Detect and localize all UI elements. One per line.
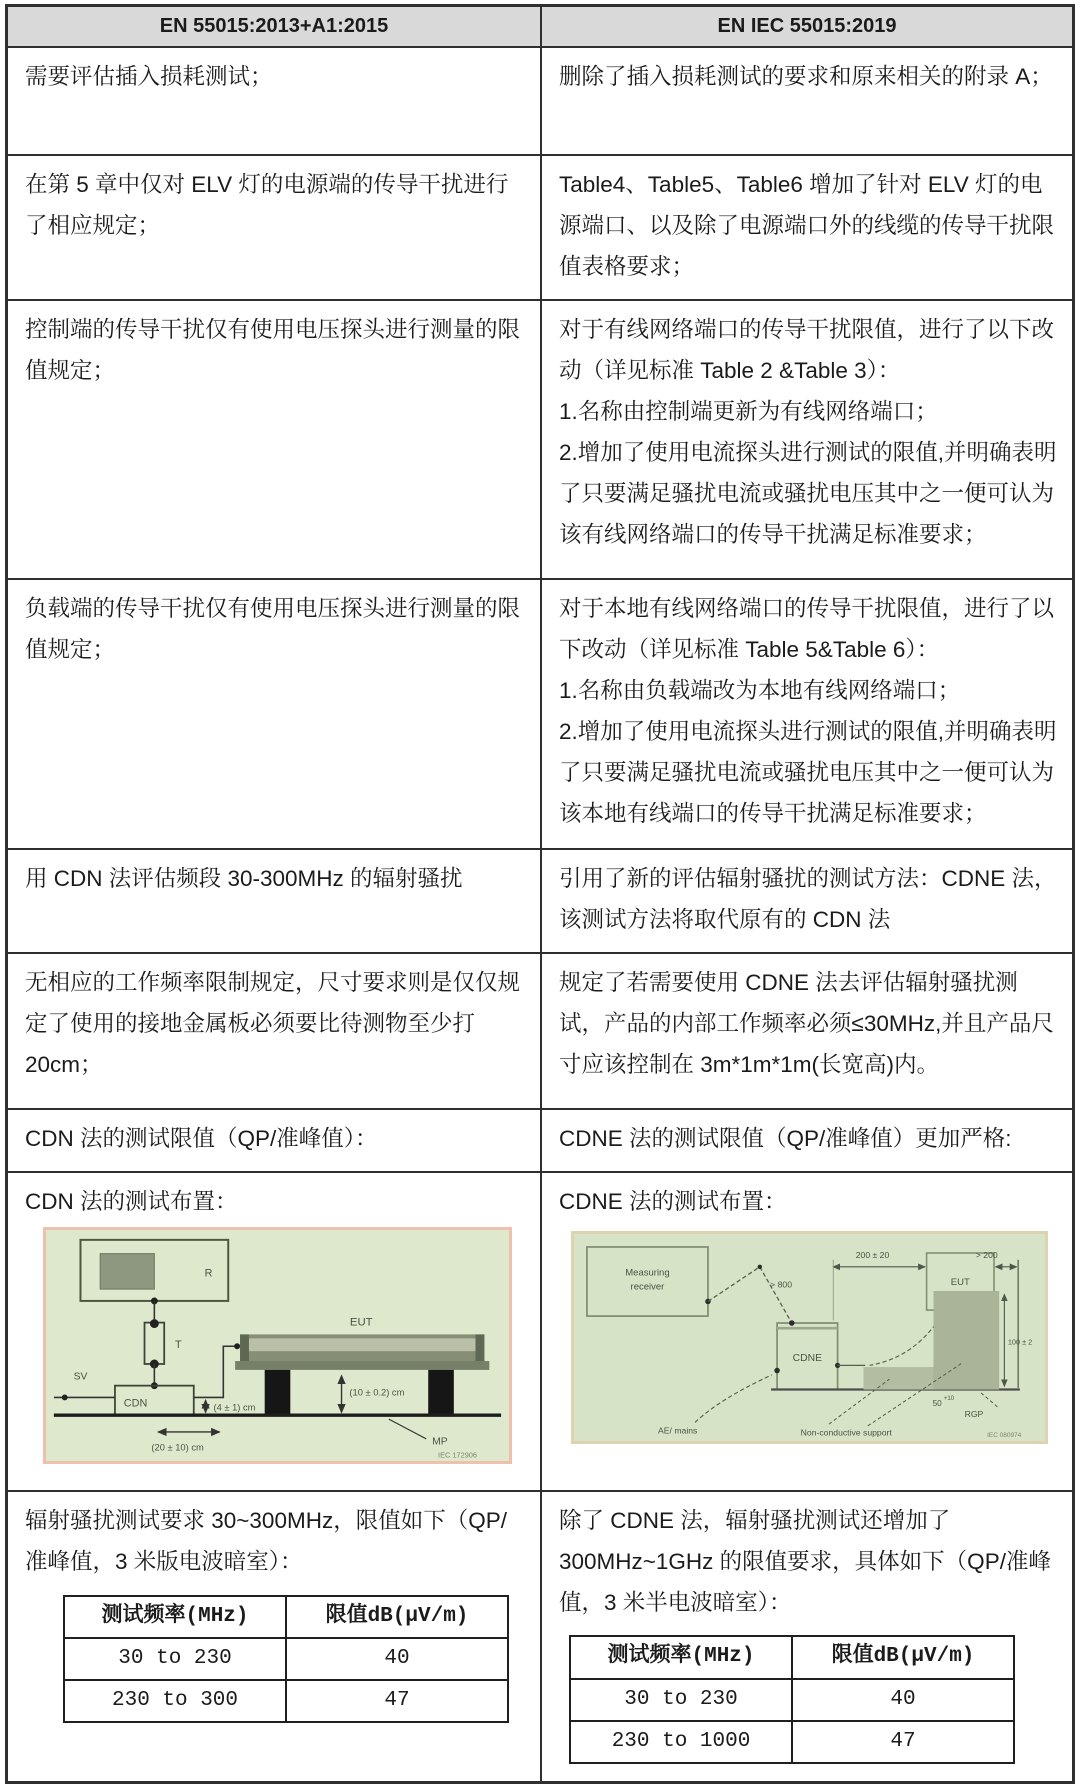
dim-20cm: (20 ± 10) cm <box>151 1442 204 1453</box>
limit-column-header: 限值dB(μV/m) <box>286 1596 508 1638</box>
dim-gt-200: > 200 <box>975 1249 998 1260</box>
cell-text: 控制端的传导干扰仅有使用电压探头进行测量的限值规定； <box>25 316 521 383</box>
limits-row <box>64 1680 508 1722</box>
non-conductive-support-block <box>864 1367 937 1389</box>
rgp-label: RGP <box>964 1408 984 1419</box>
cell-new <box>540 1173 1072 1490</box>
cell-old <box>8 301 540 578</box>
header-row <box>8 7 1072 46</box>
support-left <box>265 1369 291 1414</box>
cell-old <box>8 850 540 952</box>
cell-text-item-2: 2.增加了使用电流探头进行测试的限值,并明确表明了只要满足骚扰电流或骚扰电压其中之一便可认为该有线网络端口的传导干扰满足标准要求； <box>559 439 1057 547</box>
table-row-insertion-loss <box>8 46 1072 154</box>
cdn-test-setup-diagram <box>43 1227 512 1465</box>
cell-new <box>540 156 1072 299</box>
frequency-range: 230 to 1000 <box>570 1721 792 1763</box>
cdn-arrangement-title: CDN 法的测试布置： <box>25 1188 238 1214</box>
limit-column-header: 限值dB(μV/m) <box>792 1636 1014 1678</box>
iec-figure-number: IEC 080974 <box>987 1431 1022 1439</box>
radiated-limits-table-cdn <box>63 1595 509 1724</box>
limit-value: 40 <box>286 1638 508 1680</box>
mp-label: MP <box>432 1436 448 1448</box>
cell-text: 无相应的工作频率限制规定，尺寸要求则是仅仅规定了使用的接地金属板必须要比待测物至少打 20cm； <box>25 969 521 1077</box>
cell-old <box>8 48 540 154</box>
limit-value: 47 <box>286 1680 508 1722</box>
limits-row <box>570 1679 1014 1721</box>
limits-row <box>570 1721 1014 1763</box>
eut-label: EUT <box>950 1276 970 1288</box>
cell-text-item-2: 2.增加了使用电流探头进行测试的限值,并明确表明了只要满足骚扰电流或骚扰电压其中之一便可认为该本地有线端口的传导干扰满足标准要求； <box>559 718 1057 826</box>
cell-text: CDN 法的测试限值（QP/准峰值）： <box>25 1125 378 1151</box>
frequency-range: 30 to 230 <box>570 1679 792 1721</box>
iec-figure-number: IEC 172906 <box>438 1450 478 1460</box>
cell-new <box>540 301 1072 578</box>
support-right <box>428 1369 454 1414</box>
cell-old <box>8 954 540 1108</box>
ae-mains-label: AE/ mains <box>658 1425 698 1436</box>
table-row-control-port <box>8 299 1072 578</box>
cell-new <box>540 850 1072 952</box>
cell-text: 对于本地有线网络端口的传导干扰限值，进行了以下改动（详见标准 Table 5&Table 6）： <box>559 595 1055 662</box>
cell-new <box>540 1110 1072 1171</box>
cell-text: 用 CDN 法评估频段 30-300MHz 的辐射骚扰 <box>25 865 463 891</box>
eut-label: EUT <box>349 1316 373 1329</box>
transformer-box <box>145 1322 165 1363</box>
eut-base <box>235 1361 489 1370</box>
table-row-load-port <box>8 578 1072 848</box>
cell-old <box>8 156 540 299</box>
cell-old <box>8 1110 540 1171</box>
table-row-cdn-method <box>8 848 1072 952</box>
cell-text: 需要评估插入损耗测试； <box>25 64 273 89</box>
table-row-test-limits <box>8 1108 1072 1171</box>
cell-text: CDNE 法的测试限值（QP/准峰值）更加严格: <box>559 1125 1012 1151</box>
limit-value: 40 <box>792 1679 1014 1721</box>
cell-text: 引用了新的评估辐射骚扰的测试方法：CDNE 法，该测试方法将取代原有的 CDN 法 <box>559 865 1057 932</box>
cell-text-item-1: 1.名称由控制端更新为有线网络端口； <box>559 398 938 424</box>
table-row-test-arrangement <box>8 1171 1072 1490</box>
sv-label: SV <box>73 1371 88 1383</box>
limit-value: 47 <box>792 1721 1014 1763</box>
dim-4cm: (4 ± 1) cm <box>213 1401 256 1412</box>
cell-new <box>540 954 1072 1108</box>
dim-10cm: (10 ± 0.2) cm <box>349 1387 405 1398</box>
receiver-label: R <box>204 1266 213 1279</box>
table-row-size-restriction <box>8 952 1072 1108</box>
eut-lamp-tube <box>249 1338 476 1351</box>
header-cell-new-standard: EN IEC 55015:2019 <box>540 7 1072 46</box>
cdne-label: CDNE <box>792 1352 823 1364</box>
cell-old <box>8 1492 540 1781</box>
cell-old <box>8 1173 540 1490</box>
cdn-setup-drawing <box>46 1230 509 1462</box>
cell-new <box>540 48 1072 154</box>
header-cell-old-standard: EN 55015:2013+A1:2015 <box>8 7 540 46</box>
cdne-test-setup-diagram <box>571 1231 1048 1444</box>
radiated-intro: 辐射骚扰测试要求 30~300MHz，限值如下（QP/准峰值，3 米版电波暗室）： <box>25 1507 507 1574</box>
cell-text: 在第 5 章中仅对 ELV 灯的电源端的传导干扰进行了相应规定； <box>25 172 509 238</box>
limits-header-row <box>64 1596 508 1638</box>
limits-row <box>64 1638 508 1680</box>
table-row-radiated-limits <box>8 1490 1072 1781</box>
cdne-setup-drawing <box>574 1234 1045 1441</box>
support-height-tolerance: +10 <box>943 1395 955 1402</box>
cell-new <box>540 1492 1072 1781</box>
limits-header-row <box>570 1636 1014 1678</box>
dim-100-2: 100 ± 2 <box>1007 1337 1033 1347</box>
cell-text: 规定了若需要使用 CDNE 法去评估辐射骚扰测试，产品的内部工作频率必须≤30MHz,并且产品尺寸应该控制在 3m*1m*1m(长宽高)内。 <box>559 969 1054 1077</box>
cable-length-dim: > 800 <box>770 1279 793 1290</box>
standards-comparison-table <box>5 4 1075 1784</box>
cell-old <box>8 580 540 848</box>
cell-text: 负载端的传导干扰仅有使用电压探头进行测量的限值规定； <box>25 595 521 662</box>
support-height-dim: 50 <box>932 1398 942 1408</box>
measuring-receiver-label: Measuring <box>625 1267 670 1279</box>
frequency-range: 230 to 300 <box>64 1680 286 1722</box>
table-row-elv-mains <box>8 154 1072 299</box>
cell-text-item-1: 1.名称由负载端改为本地有线网络端口； <box>559 677 961 703</box>
cdn-label: CDN <box>123 1396 148 1409</box>
frequency-column-header: 测试频率(MHz) <box>64 1596 286 1638</box>
cell-text: 对于有线网络端口的传导干扰限值，进行了以下改动（详见标准 Table 2 &Table 3）： <box>559 316 1055 383</box>
cell-text: 删除了插入损耗测试的要求和原来相关的附录 A； <box>559 64 1053 89</box>
eut-body-block <box>934 1291 1000 1390</box>
cell-new <box>540 580 1072 848</box>
receiver-display <box>100 1253 154 1288</box>
dim-200-20: 200 ± 20 <box>855 1249 890 1260</box>
cdne-arrangement-title: CDNE 法的测试布置： <box>559 1188 787 1214</box>
radiated-limits-table-cdne <box>569 1635 1015 1764</box>
svg-text:receiver: receiver <box>630 1280 665 1292</box>
cell-text: Table4、Table5、Table6 增加了针对 ELV 灯的电源端口、以及除了电源端口外的线缆的传导干扰限值表格要求； <box>559 172 1055 279</box>
transformer-label: T <box>175 1338 182 1351</box>
non-conductive-support-label: Non-conductive support <box>800 1426 892 1437</box>
frequency-range: 30 to 230 <box>64 1638 286 1680</box>
radiated-intro: 除了 CDNE 法，辐射骚扰测试还增加了 300MHz~1GHz 的限值要求，具体如下（QP/准峰值，3 米半电波暗室）： <box>559 1507 1051 1615</box>
frequency-column-header: 测试频率(MHz) <box>570 1636 792 1678</box>
